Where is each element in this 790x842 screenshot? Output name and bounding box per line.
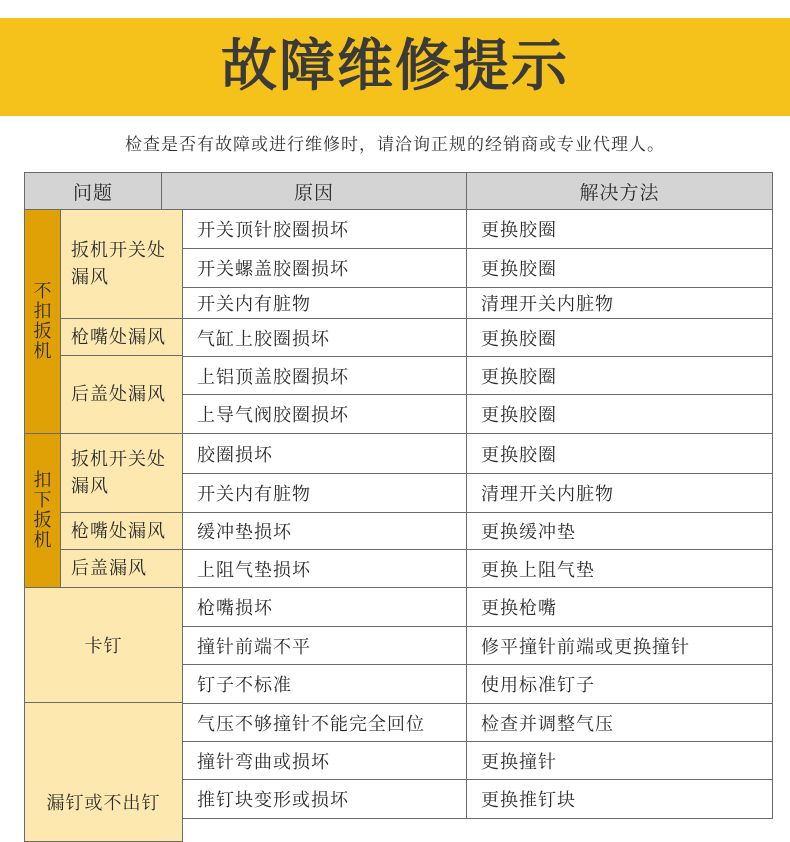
cause-cell: 开关内有脏物 xyxy=(182,473,467,513)
solution-cell: 更换胶圈 xyxy=(466,356,773,395)
header-solution: 解决方法 xyxy=(466,172,773,210)
cause-cell: 气缸上胶圈损坏 xyxy=(182,318,467,357)
cause-cell: 开关螺盖胶圈损坏 xyxy=(182,248,467,288)
solution-cell: 更换胶圈 xyxy=(466,209,773,249)
title-banner xyxy=(0,18,790,116)
cause-cell: 胶圈损坏 xyxy=(182,433,467,474)
cause-cell: 撞针弯曲或损坏 xyxy=(182,741,467,780)
cause-cell: 气压不够撞针不能完全回位 xyxy=(182,703,467,742)
cause-cell: 上阻气垫损坏 xyxy=(182,549,467,588)
sub-trigger-switch-leak: 扳机开关处漏风 xyxy=(60,209,183,319)
header-cause: 原因 xyxy=(161,172,467,210)
solution-cell: 更换推钉块 xyxy=(466,779,773,819)
cause-cell: 推钉块变形或损坏 xyxy=(182,779,467,819)
sub-back-cover-leak: 后盖处漏风 xyxy=(60,355,183,434)
cause-cell: 上导气阀胶圈损坏 xyxy=(182,394,467,434)
solution-cell: 更换枪嘴 xyxy=(466,587,773,627)
solution-cell: 检查并调整气压 xyxy=(466,703,773,742)
cause-cell: 钉子不标准 xyxy=(182,664,467,704)
page-title: 故障维修提示 xyxy=(221,34,569,99)
solution-cell: 清理开关内脏物 xyxy=(466,287,773,319)
group-no-trigger: 不扣扳机 xyxy=(24,209,61,434)
group-jammed-nail: 卡钉 xyxy=(24,587,183,703)
cause-cell: 缓冲垫损坏 xyxy=(182,512,467,550)
solution-cell: 更换胶圈 xyxy=(466,248,773,288)
solution-cell: 更换缓冲垫 xyxy=(466,512,773,550)
subtitle: 检查是否有故障或进行维修时，请洽询正规的经销商或专业代理人。 xyxy=(125,135,665,155)
cause-cell: 撞针前端不平 xyxy=(182,626,467,665)
solution-cell: 更换上阻气垫 xyxy=(466,549,773,588)
cause-cell: 上铝顶盖胶圈损坏 xyxy=(182,356,467,395)
solution-cell: 更换胶圈 xyxy=(466,394,773,434)
cause-cell: 开关内有脏物 xyxy=(182,287,467,319)
solution-cell: 使用标准钉子 xyxy=(466,664,773,704)
solution-cell: 更换撞针 xyxy=(466,741,773,780)
cause-cell: 枪嘴损坏 xyxy=(182,587,467,627)
solution-cell: 修平撞针前端或更换撞针 xyxy=(466,626,773,665)
group-trigger-pressed: 扣下扳机 xyxy=(24,433,61,588)
group-missed-nail: 漏钉或不出钉 xyxy=(24,702,183,842)
sub-back-cover-leak-2: 后盖漏风 xyxy=(60,549,183,588)
solution-cell: 更换胶圈 xyxy=(466,318,773,357)
sub-nozzle-leak-2: 枪嘴处漏风 xyxy=(60,512,183,550)
solution-cell: 更换胶圈 xyxy=(466,433,773,474)
cause-cell: 开关顶针胶圈损坏 xyxy=(182,209,467,249)
sub-nozzle-leak: 枪嘴处漏风 xyxy=(60,318,183,356)
solution-cell: 清理开关内脏物 xyxy=(466,473,773,513)
header-issue: 问题 xyxy=(24,172,162,210)
sub-trigger-switch-leak-2: 扳机开关处漏风 xyxy=(60,433,183,513)
